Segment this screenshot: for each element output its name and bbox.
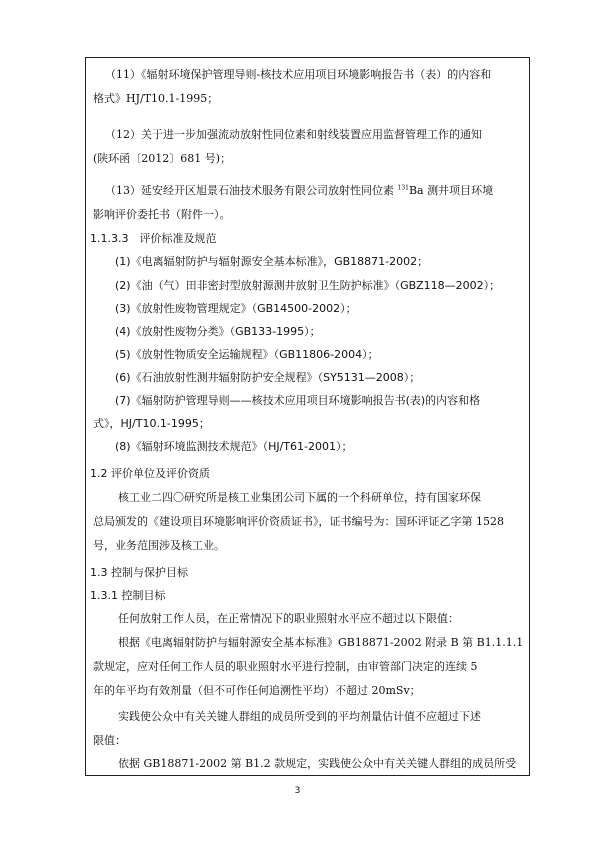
standard-item-3: (3)《放射性废物管理规定》（GB14500-2002）； bbox=[115, 302, 357, 315]
s13-paragraph-3-line1: 实践使公众中有关关键人群组的成员所受到的平均剂量估计值不应超过下述 bbox=[118, 710, 481, 723]
ref-13-line2: 影响评价委托书（附件一）。 bbox=[93, 208, 231, 221]
standard-item-7-line1: (7)《辐射防护管理导则——核技术应用项目环境影响报告书(表)的内容和格 bbox=[115, 394, 481, 407]
s13-paragraph-2-line1: 根据《电离辐射防护与辐射源安全基本标准》GB18871-2002 附录 B 第 B1.1.1.1 bbox=[118, 636, 524, 649]
s13-paragraph-1: 任何放射工作人员，在正常情况下的职业照射水平应不超过以下限值： bbox=[118, 612, 459, 625]
ref-12-line2: (陕环函〔2012〕681 号)； bbox=[93, 152, 232, 165]
standard-item-6: (6)《石油放射性测井辐射防护安全规程》（SY5131—2008）； bbox=[115, 371, 421, 384]
standard-item-5: (5)《放射性物质安全运输规程》（GB11806-2004）； bbox=[115, 348, 379, 361]
standard-item-8: (8)《辐射环境监测技术规范》（HJ/T61-2001）； bbox=[115, 440, 353, 453]
ref-13-text-b: Ba 测井项目环境 bbox=[408, 184, 494, 197]
ref-13-text-a: （13）延安经开区旭景石油技术服务有限公司放射性同位素 bbox=[105, 184, 398, 197]
section-heading-1-2: 1.2 评价单位及评价资质 bbox=[90, 467, 210, 480]
section-heading-1-1-3-3: 1.1.3.3 评价标准及规范 bbox=[90, 232, 217, 245]
s12-paragraph-line2: 总局颁发的《建设项目环境影响评价资质证书》，证书编号为：国环评证乙字第 1528 bbox=[93, 515, 504, 528]
standard-item-1: (1)《电离辐射防护与辐射源安全基本标准》，GB18871-2002； bbox=[115, 255, 429, 268]
s12-paragraph-line1: 核工业二四〇研究所是核工业集团公司下属的一个科研单位，持有国家环保 bbox=[118, 491, 481, 504]
ref-13-line1 bbox=[105, 184, 493, 198]
page-number: 3 bbox=[294, 786, 301, 796]
s13-paragraph-2-line2: 款规定，应对任何工作人员的职业照射水平进行控制，由审管部门决定的连续 5 bbox=[93, 660, 478, 673]
section-heading-1-3: 1.3 控制与保护目标 bbox=[90, 566, 188, 579]
s12-paragraph-line3: 号，业务范围涉及核工业。 bbox=[93, 539, 225, 552]
ref-11-line2: 格式》HJ/T10.1-1995； bbox=[93, 92, 219, 105]
ref-12-line1: （12）关于进一步加强流动放射性同位素和射线装置应用监督管理工作的通知 bbox=[105, 128, 482, 141]
s13-paragraph-4-line1: 依据 GB18871-2002 第 B1.2 款规定，实践使公众中有关关键人群组的成员所受 bbox=[118, 757, 517, 770]
section-heading-1-3-1: 1.3.1 控制目标 bbox=[90, 589, 166, 602]
s13-paragraph-2-line3: 年的年平均有效剂量（但不可作任何追溯性平均）不超过 20mSv； bbox=[93, 684, 421, 697]
standard-item-2: (2)《油（气）田非密封型放射源测井放射卫生防护标准》（GBZ118—2002）； bbox=[115, 279, 501, 292]
standard-item-7-line2: 式》，HJ/T10.1-1995； bbox=[93, 417, 210, 430]
s13-paragraph-3-line2: 限值： bbox=[93, 734, 126, 747]
standard-item-4: (4)《放射性废物分类》（GB133-1995）； bbox=[115, 325, 321, 338]
isotope-mass-number: 131 bbox=[397, 184, 409, 192]
ref-11-line1: （11）《辐射环境保护管理导则-核技术应用项目环境影响报告书（表）的内容和 bbox=[105, 68, 492, 81]
